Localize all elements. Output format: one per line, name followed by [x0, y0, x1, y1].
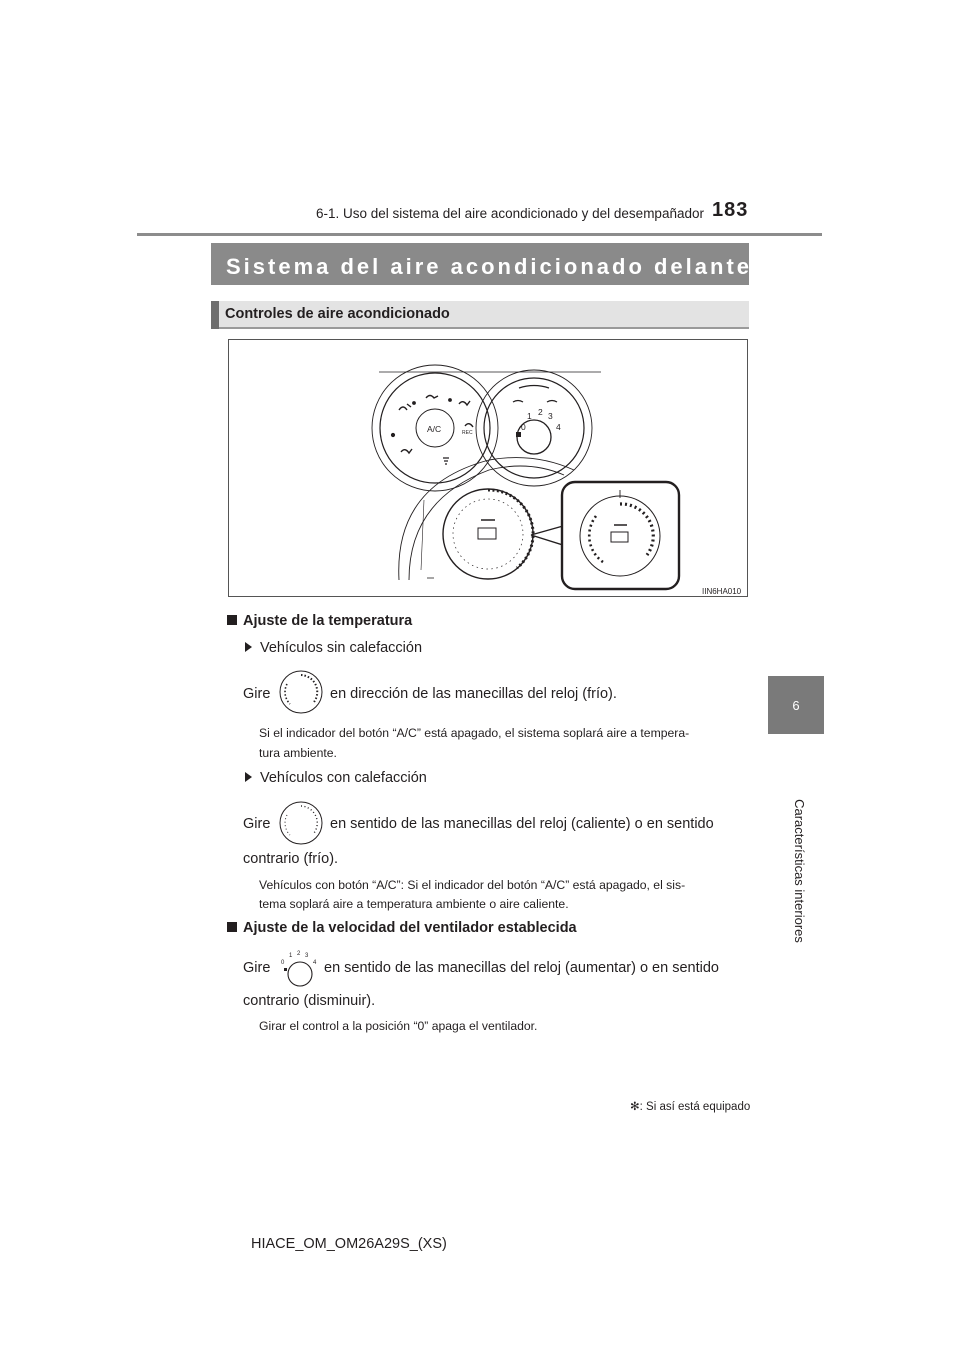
heat-label: [245, 770, 427, 786]
svg-text:3: 3: [305, 953, 309, 959]
subsection-marker: [211, 301, 219, 329]
temp-knob-cool-icon: [278, 669, 324, 715]
bullet-triangle-icon: [245, 642, 252, 652]
equipment-asterisk: ✻: [782, 252, 797, 268]
fan-label-4: 4: [556, 422, 561, 432]
bezel-line: [421, 500, 425, 580]
heat-note-1: Vehículos con botón “A/C”: Si el indicador del botón “A/C” está apagado, el sis-: [259, 878, 686, 892]
heat-text-1-content: en sentido de las manecillas del reloj (caliente) o en sentido: [330, 816, 714, 832]
svg-text:0: 0: [281, 960, 285, 966]
no-heat-note-2: tura ambiente.: [259, 746, 337, 760]
section-title-text: Sistema del aire acondicionado delantero: [226, 254, 781, 279]
chapter-tab: [768, 676, 824, 734]
fan-dial-arc: [519, 386, 549, 389]
fan-knob-icon: [279, 950, 321, 988]
subsection-title: Controles de aire acondicionado: [225, 306, 450, 322]
fan-label-3: 3: [548, 411, 553, 421]
heat-text-1: [330, 816, 744, 832]
heat-gire: Gire: [243, 816, 271, 832]
floor-mode-icon: [401, 449, 412, 453]
mode-dot: [391, 433, 394, 436]
rec-label: REC: [462, 430, 473, 436]
temp-heading-text: Ajuste de la temperatura: [243, 613, 413, 629]
fan-text-2: contrario (disminuir).: [243, 993, 376, 1009]
running-header: 6-1. Uso del sistema del aire acondicionado y del desempañador: [316, 206, 704, 221]
foot-mode-icon: [459, 401, 470, 405]
no-heat-label: [245, 640, 422, 656]
fan-text-1-content: en sentido de las manecillas del reloj (aumentar) o en sentido: [324, 960, 719, 976]
temp-heading: [227, 613, 412, 629]
bullet-square-icon: [227, 615, 237, 625]
section-title: [226, 252, 797, 280]
defrost-icon: [443, 458, 449, 464]
document-code: HIACE_OM_OM26A29S_(XS): [251, 1236, 447, 1252]
fan-dial-ring: [484, 378, 584, 478]
svg-text:1: 1: [289, 953, 293, 959]
footnote: [630, 1099, 750, 1113]
callout-pointer: [531, 526, 563, 545]
header-rule: [137, 233, 822, 236]
footnote-asterisk: ✻: [630, 1101, 640, 1113]
fan-label-1: 1: [527, 411, 532, 421]
rear-defog-icon: [478, 528, 496, 539]
ac-label: A/C: [427, 424, 442, 434]
bullet-triangle-icon: [245, 772, 252, 782]
temp-knob-heat-icon: [278, 800, 324, 846]
chapter-label: Características interiores: [792, 799, 807, 943]
fan-label-2: 2: [538, 407, 543, 417]
foot-defrost-icon: [465, 424, 473, 427]
fan-text-1: [324, 960, 744, 976]
no-heat-gire: Gire: [243, 686, 271, 702]
control-panel-illustration: [229, 340, 749, 598]
fan-off-icon: [516, 432, 521, 437]
control-panel-figure: [228, 339, 748, 597]
svg-text:4: 4: [313, 960, 317, 966]
heat-note-2: tema soplará aire a temperatura ambiente o aire caliente.: [259, 897, 569, 911]
page-number: 183: [712, 199, 749, 221]
figure-code: IIN6HA010: [702, 587, 742, 596]
fan-note: Girar el control a la posición “0” apaga el ventilador.: [259, 1019, 538, 1033]
no-heat-text: en dirección de las manecillas del reloj (frío).: [330, 686, 617, 702]
mode-dot: [449, 399, 452, 402]
heat-text-2: contrario (frío).: [243, 851, 339, 867]
no-heat-label-text: Vehículos sin calefacción: [260, 640, 423, 656]
face-mode-icon: [399, 404, 411, 410]
heat-label-text: Vehículos con calefacción: [260, 770, 427, 786]
temp-dial-ticks: [453, 499, 523, 569]
bilevel-mode-icon: [426, 396, 438, 399]
no-heat-note-1: Si el indicador del botón “A/C” está apagado, el sistema soplará aire a tempera-: [259, 726, 690, 740]
air-source-icon: [513, 401, 557, 403]
bullet-square-icon: [227, 922, 237, 932]
fan-label-0: 0: [521, 422, 526, 432]
fan-heading: [227, 920, 577, 936]
fan-heading-text: Ajuste de la velocidad del ventilador establecida: [243, 920, 577, 936]
fan-gire: Gire: [243, 960, 271, 976]
footnote-text: : Si así está equipado: [639, 1101, 751, 1113]
chapter-number: 6: [792, 697, 800, 713]
mode-dot: [413, 402, 416, 405]
svg-text:2: 2: [297, 951, 301, 957]
